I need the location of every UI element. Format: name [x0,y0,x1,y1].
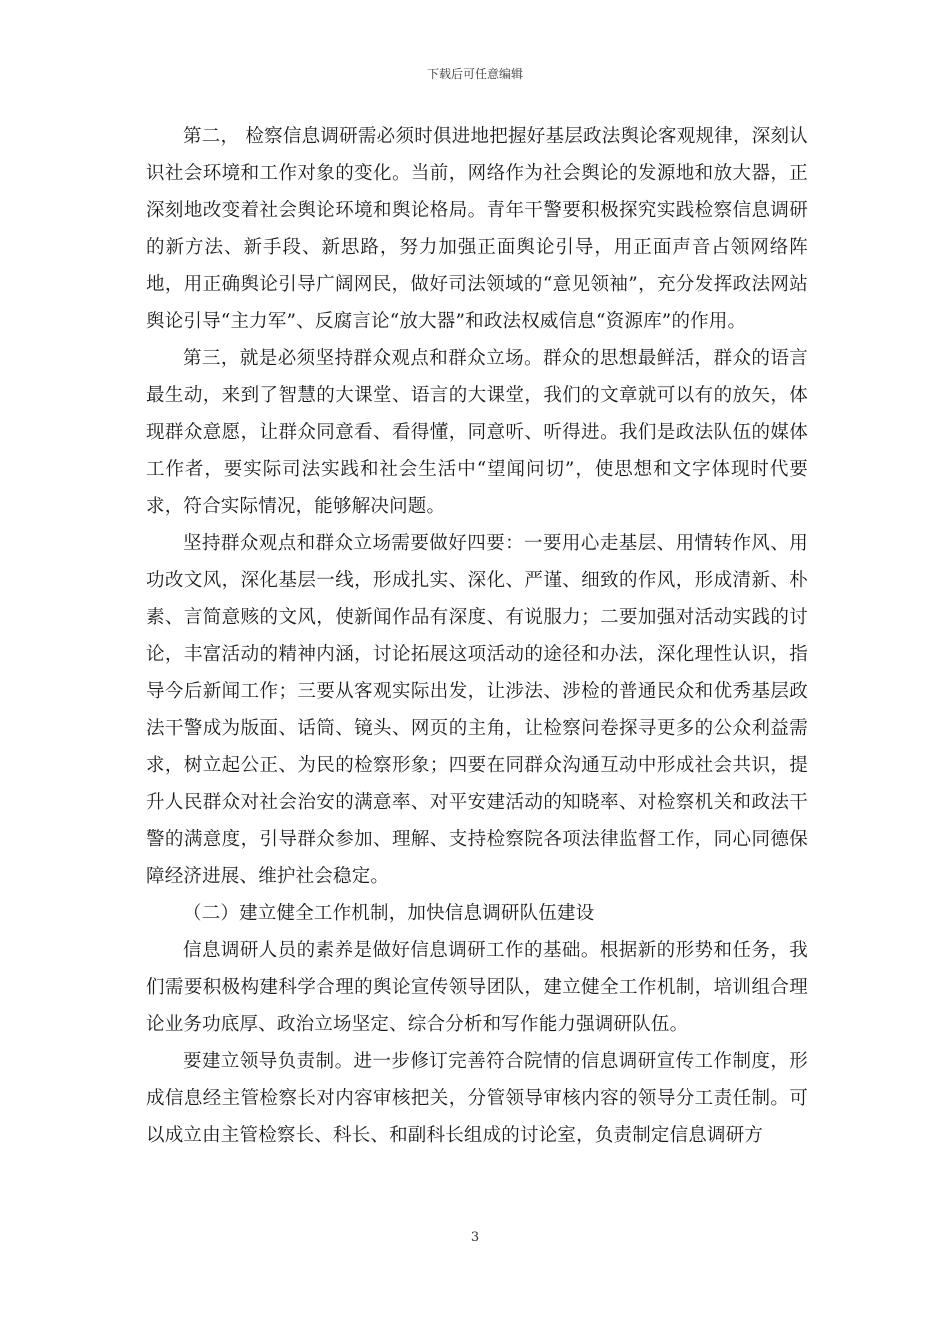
paragraph-staff-quality: 信息调研人员的素养是做好信息调研工作的基础。根据新的形势和任务，我们需要积极构建科学合理的舆论宣传领导团队，建立健全工作机制，培训组合理论业务功底厚、政治立场坚定、综合分析和写作能力强调研队伍。 [146,940,808,1035]
document-body [146,118,808,1154]
page-header-note: 下载后可任意编辑 [426,67,523,81]
paragraph-leadership-responsibility: 要建立领导负责制。进一步修订完善符合院情的信息调研宣传工作制度，形成信息经主管检察长对内容审核把关，分管领导审核内容的领导分工责任制。可以成立由主管检察长、科长、和副科长组成的讨论室，负责制定信息调研方 [146,1051,808,1146]
paragraph-four-requirements: 坚持群众观点和群众立场需要做好四要：一要用心走基层、用情转作风、用功改文风，深化基层一线，形成扎实、深化、严谨、细致的作风，形成清新、朴素、言简意赅的文风，使新闻作品有深度、有说服力；二要加强对活动实践的讨论，丰富活动的精神内涵，讨论拓展这项活动的途径和办法，深化理性认识，指导今后新闻工作；三要从客观实际出发，让涉法、涉检的普通民众和优秀基层政法干警成为版面、话筒、镜头、网页的主角，让检察问卷探寻更多的公众利益需求，树立起公正、为民的检察形象；四要在同群众沟通互动中形成社会共识，提升人民群众对社会治安的满意率、对平安建活动的知晓率、对检察机关和政法干警的满意度，引导群众参加、理解、支持检察院各项法律监督工作，同心同德保障经济进展、维护社会稳定。 [146,533,808,887]
paragraph-third-point: 第三，就是必须坚持群众观点和群众立场。群众的思想最鲜活，群众的语言最生动，来到了智慧的大课堂、语言的大课堂，我们的文章就可以有的放矢，体现群众意愿，让群众同意看、看得懂，同意听、听得进。我们是政法队伍的媒体工作者，要实际司法实践和社会生活中“望闻问切”，使思想和文字体现时代要求，符合实际情况，能够解决问题。 [146,348,808,517]
section-heading: （二）建立健全工作机制，加快信息调研队伍建设 [183,903,595,924]
paragraph-second-point: 第二， 检察信息调研需必须时俱进地把握好基层政法舆论客观规律，深刻认识社会环境和工作对象的变化。当前，网络作为社会舆论的发源地和放大器，正深刻地改变着社会舆论环境和舆论格局。青年干警要积极探究实践检察信息调研的新方法、新手段、新思路，努力加强正面舆论引导，用正面声音占领网络阵地，用正确舆论引导广阔网民，做好司法领域的“意见领袖”，充分发挥政法网站舆论引导“主力军”、反腐言论“放大器”和政法权威信息“资源库”的作用。 [146,126,808,332]
page-number: 3 [470,1230,480,1245]
